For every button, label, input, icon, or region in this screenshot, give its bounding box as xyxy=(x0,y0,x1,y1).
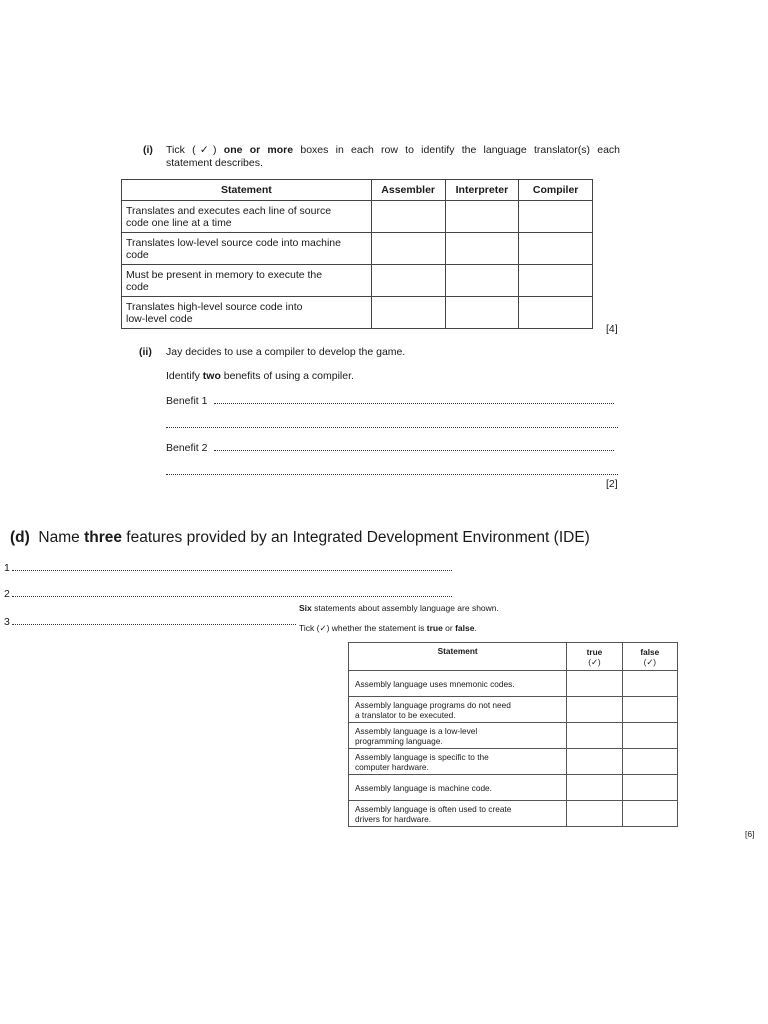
marks-i: [4] xyxy=(606,323,618,335)
statement-cell: Assembly language programs do not need a translator to be executed. xyxy=(349,697,567,723)
header-interpreter: Interpreter xyxy=(445,180,519,201)
statement-cell: Must be present in memory to execute the code xyxy=(122,265,372,297)
benefit-1-answer-line[interactable] xyxy=(166,394,620,407)
table-row xyxy=(122,201,593,233)
assembly-table xyxy=(348,642,678,827)
statement-cell: Assembly language is a low-level programming language. xyxy=(349,723,567,749)
statement-cell: Assembly language is specific to the computer hardware. xyxy=(349,749,567,775)
question-i-instruction: Tick (✓) one or more boxes in each row to identify the language translator(s) each statement describes. xyxy=(166,144,620,169)
translator-table xyxy=(121,179,593,329)
statement-cell: Translates and executes each line of source code one line at a time xyxy=(122,201,372,233)
marks-ii: [2] xyxy=(606,478,618,490)
benefit-2-answer-line[interactable] xyxy=(166,441,620,454)
false-tick-box[interactable] xyxy=(622,749,677,775)
interpreter-tick-box[interactable] xyxy=(445,297,519,329)
true-tick-box[interactable] xyxy=(567,671,622,697)
header-compiler: Compiler xyxy=(519,180,593,201)
benefit-1-label: Benefit 1 xyxy=(166,395,208,407)
assembler-tick-box[interactable] xyxy=(371,297,445,329)
compiler-tick-box[interactable] xyxy=(519,201,593,233)
ide-feature-line-1[interactable]: 1 xyxy=(4,562,452,574)
assembler-tick-box[interactable] xyxy=(371,265,445,297)
question-number-d: (d) xyxy=(10,529,30,546)
marks-assembly: [6] xyxy=(745,829,755,839)
table-row xyxy=(349,749,678,775)
header-assembler: Assembler xyxy=(371,180,445,201)
compiler-tick-box[interactable] xyxy=(519,297,593,329)
assembler-tick-box[interactable] xyxy=(371,201,445,233)
assembly-instruction: Tick (✓) whether the statement is true or false. xyxy=(299,623,477,633)
table-row xyxy=(122,233,593,265)
table-row xyxy=(349,801,678,827)
table-row xyxy=(122,297,593,329)
false-tick-box[interactable] xyxy=(622,775,677,801)
false-tick-box[interactable] xyxy=(622,801,677,827)
header-statement: Statement xyxy=(349,643,567,671)
false-tick-box[interactable] xyxy=(622,697,677,723)
true-tick-box[interactable] xyxy=(567,749,622,775)
assembly-intro: Six statements about assembly language are shown. xyxy=(299,603,499,613)
ide-feature-line-2[interactable]: 2 xyxy=(4,588,452,600)
question-number-i: (i) xyxy=(143,144,153,156)
ide-feature-line-3[interactable]: 3 xyxy=(4,616,296,628)
table-row xyxy=(349,723,678,749)
statement-cell: Translates high-level source code into low-level code xyxy=(122,297,372,329)
question-ii-line2: Identify two benefits of using a compiler. xyxy=(166,370,354,382)
false-tick-box[interactable] xyxy=(622,723,677,749)
statement-cell: Assembly language is machine code. xyxy=(349,775,567,801)
benefit-2-label: Benefit 2 xyxy=(166,442,208,454)
compiler-tick-box[interactable] xyxy=(519,265,593,297)
assembler-tick-box[interactable] xyxy=(371,233,445,265)
true-tick-box[interactable] xyxy=(567,775,622,801)
interpreter-tick-box[interactable] xyxy=(445,201,519,233)
true-tick-box[interactable] xyxy=(567,723,622,749)
header-true: true (✓) xyxy=(567,643,622,671)
question-ii-line1: Jay decides to use a compiler to develop the game. xyxy=(166,346,406,358)
assembly-table-header xyxy=(349,643,678,671)
translator-table-header xyxy=(122,180,593,201)
table-row xyxy=(349,697,678,723)
table-row xyxy=(122,265,593,297)
interpreter-tick-box[interactable] xyxy=(445,265,519,297)
compiler-tick-box[interactable] xyxy=(519,233,593,265)
question-number-ii: (ii) xyxy=(139,346,152,358)
statement-cell: Translates low-level source code into machine code xyxy=(122,233,372,265)
interpreter-tick-box[interactable] xyxy=(445,233,519,265)
header-false: false (✓) xyxy=(622,643,677,671)
true-tick-box[interactable] xyxy=(567,697,622,723)
table-row xyxy=(349,671,678,697)
table-row xyxy=(349,775,678,801)
header-statement: Statement xyxy=(122,180,372,201)
question-d-heading: (d) Name three features provided by an Integrated Development Environment (IDE) xyxy=(10,529,590,546)
benefit-1-continuation-line[interactable] xyxy=(166,418,620,431)
benefit-2-continuation-line[interactable] xyxy=(166,465,620,478)
statement-cell: Assembly language uses mnemonic codes. xyxy=(349,671,567,697)
true-tick-box[interactable] xyxy=(567,801,622,827)
statement-cell: Assembly language is often used to create drivers for hardware. xyxy=(349,801,567,827)
false-tick-box[interactable] xyxy=(622,671,677,697)
